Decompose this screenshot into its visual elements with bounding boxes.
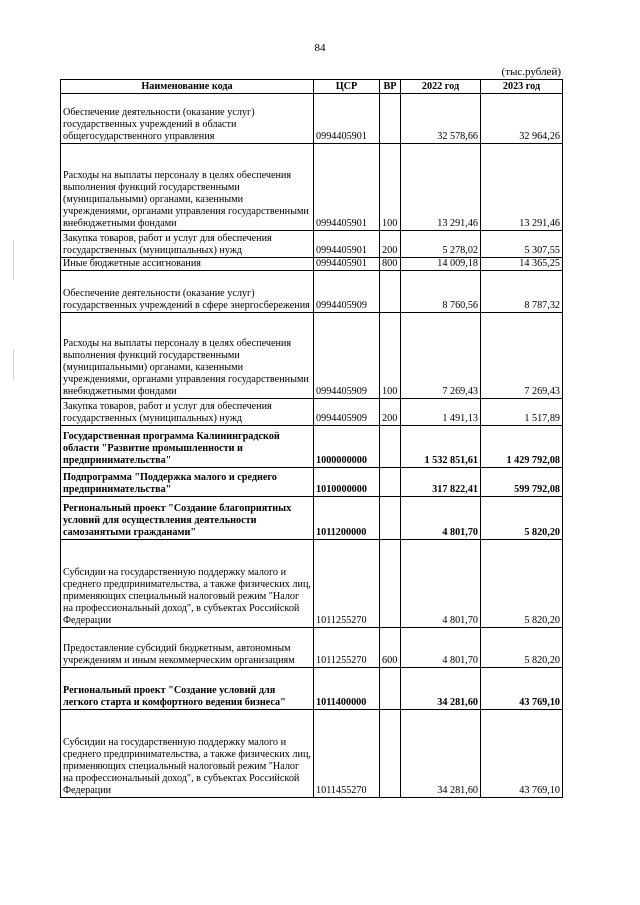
row-2022: 32 578,66 <box>401 94 481 144</box>
row-csr: 1011255270 <box>314 540 380 628</box>
table-row <box>61 399 563 426</box>
row-name: Закупка товаров, работ и услуг для обеспечения государственных (муниципальных) нужд <box>61 399 314 426</box>
row-csr: 1011255270 <box>314 628 380 668</box>
table-row <box>61 313 563 399</box>
table-row <box>61 94 563 144</box>
row-2023: 5 820,20 <box>481 540 563 628</box>
row-2022: 34 281,60 <box>401 710 481 798</box>
table-row <box>61 497 563 540</box>
row-csr: 0994405901 <box>314 258 380 271</box>
row-csr: 0994405909 <box>314 271 380 313</box>
header-csr: ЦСР <box>314 80 380 94</box>
row-2022: 4 801,70 <box>401 628 481 668</box>
row-vr: 800 <box>380 258 401 271</box>
scan-edge-upper <box>13 240 14 280</box>
row-2023: 599 792,08 <box>481 468 563 497</box>
row-2023: 8 787,32 <box>481 271 563 313</box>
row-name: Расходы на выплаты персоналу в целях обеспечения выполнения функций государственными (муниципальными) органами, казенными учреждениями, органами управления государственными внебюджетными фондами <box>61 144 314 231</box>
table-row <box>61 258 563 271</box>
header-vr: ВР <box>380 80 401 94</box>
row-vr <box>380 426 401 468</box>
row-csr: 0994405901 <box>314 144 380 231</box>
row-2023: 32 964,26 <box>481 94 563 144</box>
row-2022: 8 760,56 <box>401 271 481 313</box>
row-vr <box>380 540 401 628</box>
row-2022: 317 822,41 <box>401 468 481 497</box>
row-2022: 14 009,18 <box>401 258 481 271</box>
row-2022: 1 532 851,61 <box>401 426 481 468</box>
row-2023: 5 820,20 <box>481 628 563 668</box>
header-name: Наименование кода <box>61 80 314 94</box>
row-name: Государственная программа Калининградской области "Развитие промышленности и предпринимательства" <box>61 426 314 468</box>
header-2023: 2023 год <box>481 80 563 94</box>
row-2023: 43 769,10 <box>481 668 563 710</box>
table-row <box>61 144 563 231</box>
row-csr: 0994405909 <box>314 313 380 399</box>
row-csr: 0994405901 <box>314 231 380 258</box>
row-name: Обеспечение деятельности (оказание услуг) государственных учреждений в сфере энергосбережения <box>61 271 314 313</box>
table-row <box>61 710 563 798</box>
table-header-row <box>61 80 563 94</box>
table-row <box>61 628 563 668</box>
row-vr: 100 <box>380 144 401 231</box>
row-vr: 600 <box>380 628 401 668</box>
table-row <box>61 668 563 710</box>
row-2023: 43 769,10 <box>481 710 563 798</box>
row-csr: 1010000000 <box>314 468 380 497</box>
row-name: Иные бюджетные ассигнования <box>61 258 314 271</box>
row-name: Региональный проект "Создание благоприятных условий для осуществления деятельности самозанятыми гражданами" <box>61 497 314 540</box>
row-vr <box>380 94 401 144</box>
row-2023: 13 291,46 <box>481 144 563 231</box>
row-vr: 200 <box>380 399 401 426</box>
row-2023: 1 517,89 <box>481 399 563 426</box>
budget-table <box>60 79 563 798</box>
row-csr: 1000000000 <box>314 426 380 468</box>
row-2023: 5 307,55 <box>481 231 563 258</box>
table-row <box>61 468 563 497</box>
row-2023: 5 820,20 <box>481 497 563 540</box>
units-label: (тыс.рублей) <box>501 66 561 78</box>
row-2022: 7 269,43 <box>401 313 481 399</box>
row-vr <box>380 271 401 313</box>
row-csr: 1011400000 <box>314 668 380 710</box>
row-2022: 5 278,02 <box>401 231 481 258</box>
row-name: Обеспечение деятельности (оказание услуг) государственных учреждений в области общегосударственного управления <box>61 94 314 144</box>
scan-edge-lower <box>13 350 14 380</box>
row-2023: 1 429 792,08 <box>481 426 563 468</box>
row-name: Подпрограмма "Поддержка малого и среднего предпринимательства" <box>61 468 314 497</box>
table-row <box>61 231 563 258</box>
row-vr: 200 <box>380 231 401 258</box>
row-2022: 4 801,70 <box>401 540 481 628</box>
table-row <box>61 271 563 313</box>
header-2022: 2022 год <box>401 80 481 94</box>
row-csr: 0994405901 <box>314 94 380 144</box>
row-2022: 4 801,70 <box>401 497 481 540</box>
row-name: Субсидии на государственную поддержку малого и среднего предпринимательства, а также физических лиц, применяющих специальный налоговый режим "Налог на профессиональный доход", в субъектах Российской Федерации <box>61 540 314 628</box>
row-csr: 1011455270 <box>314 710 380 798</box>
row-2022: 13 291,46 <box>401 144 481 231</box>
row-2023: 14 365,25 <box>481 258 563 271</box>
page-number: 84 <box>314 42 326 54</box>
row-vr <box>380 468 401 497</box>
row-2022: 1 491,13 <box>401 399 481 426</box>
row-vr <box>380 668 401 710</box>
row-name: Предоставление субсидий бюджетным, автономным учреждениям и иным некоммерческим организациям <box>61 628 314 668</box>
row-csr: 1011200000 <box>314 497 380 540</box>
row-name: Субсидии на государственную поддержку малого и среднего предпринимательства, а также физических лиц, применяющих специальный налоговый режим "Налог на профессиональный доход", в субъектах Российской Федерации <box>61 710 314 798</box>
row-2023: 7 269,43 <box>481 313 563 399</box>
row-vr <box>380 710 401 798</box>
row-vr: 100 <box>380 313 401 399</box>
row-name: Расходы на выплаты персоналу в целях обеспечения выполнения функций государственными (муниципальными) органами, казенными учреждениями, органами управления государственными внебюджетными фондами <box>61 313 314 399</box>
table-row <box>61 540 563 628</box>
table-row <box>61 426 563 468</box>
row-2022: 34 281,60 <box>401 668 481 710</box>
row-name: Закупка товаров, работ и услуг для обеспечения государственных (муниципальных) нужд <box>61 231 314 258</box>
row-csr: 0994405909 <box>314 399 380 426</box>
row-vr <box>380 497 401 540</box>
row-name: Региональный проект "Создание условий для легкого старта и комфортного ведения бизнеса" <box>61 668 314 710</box>
